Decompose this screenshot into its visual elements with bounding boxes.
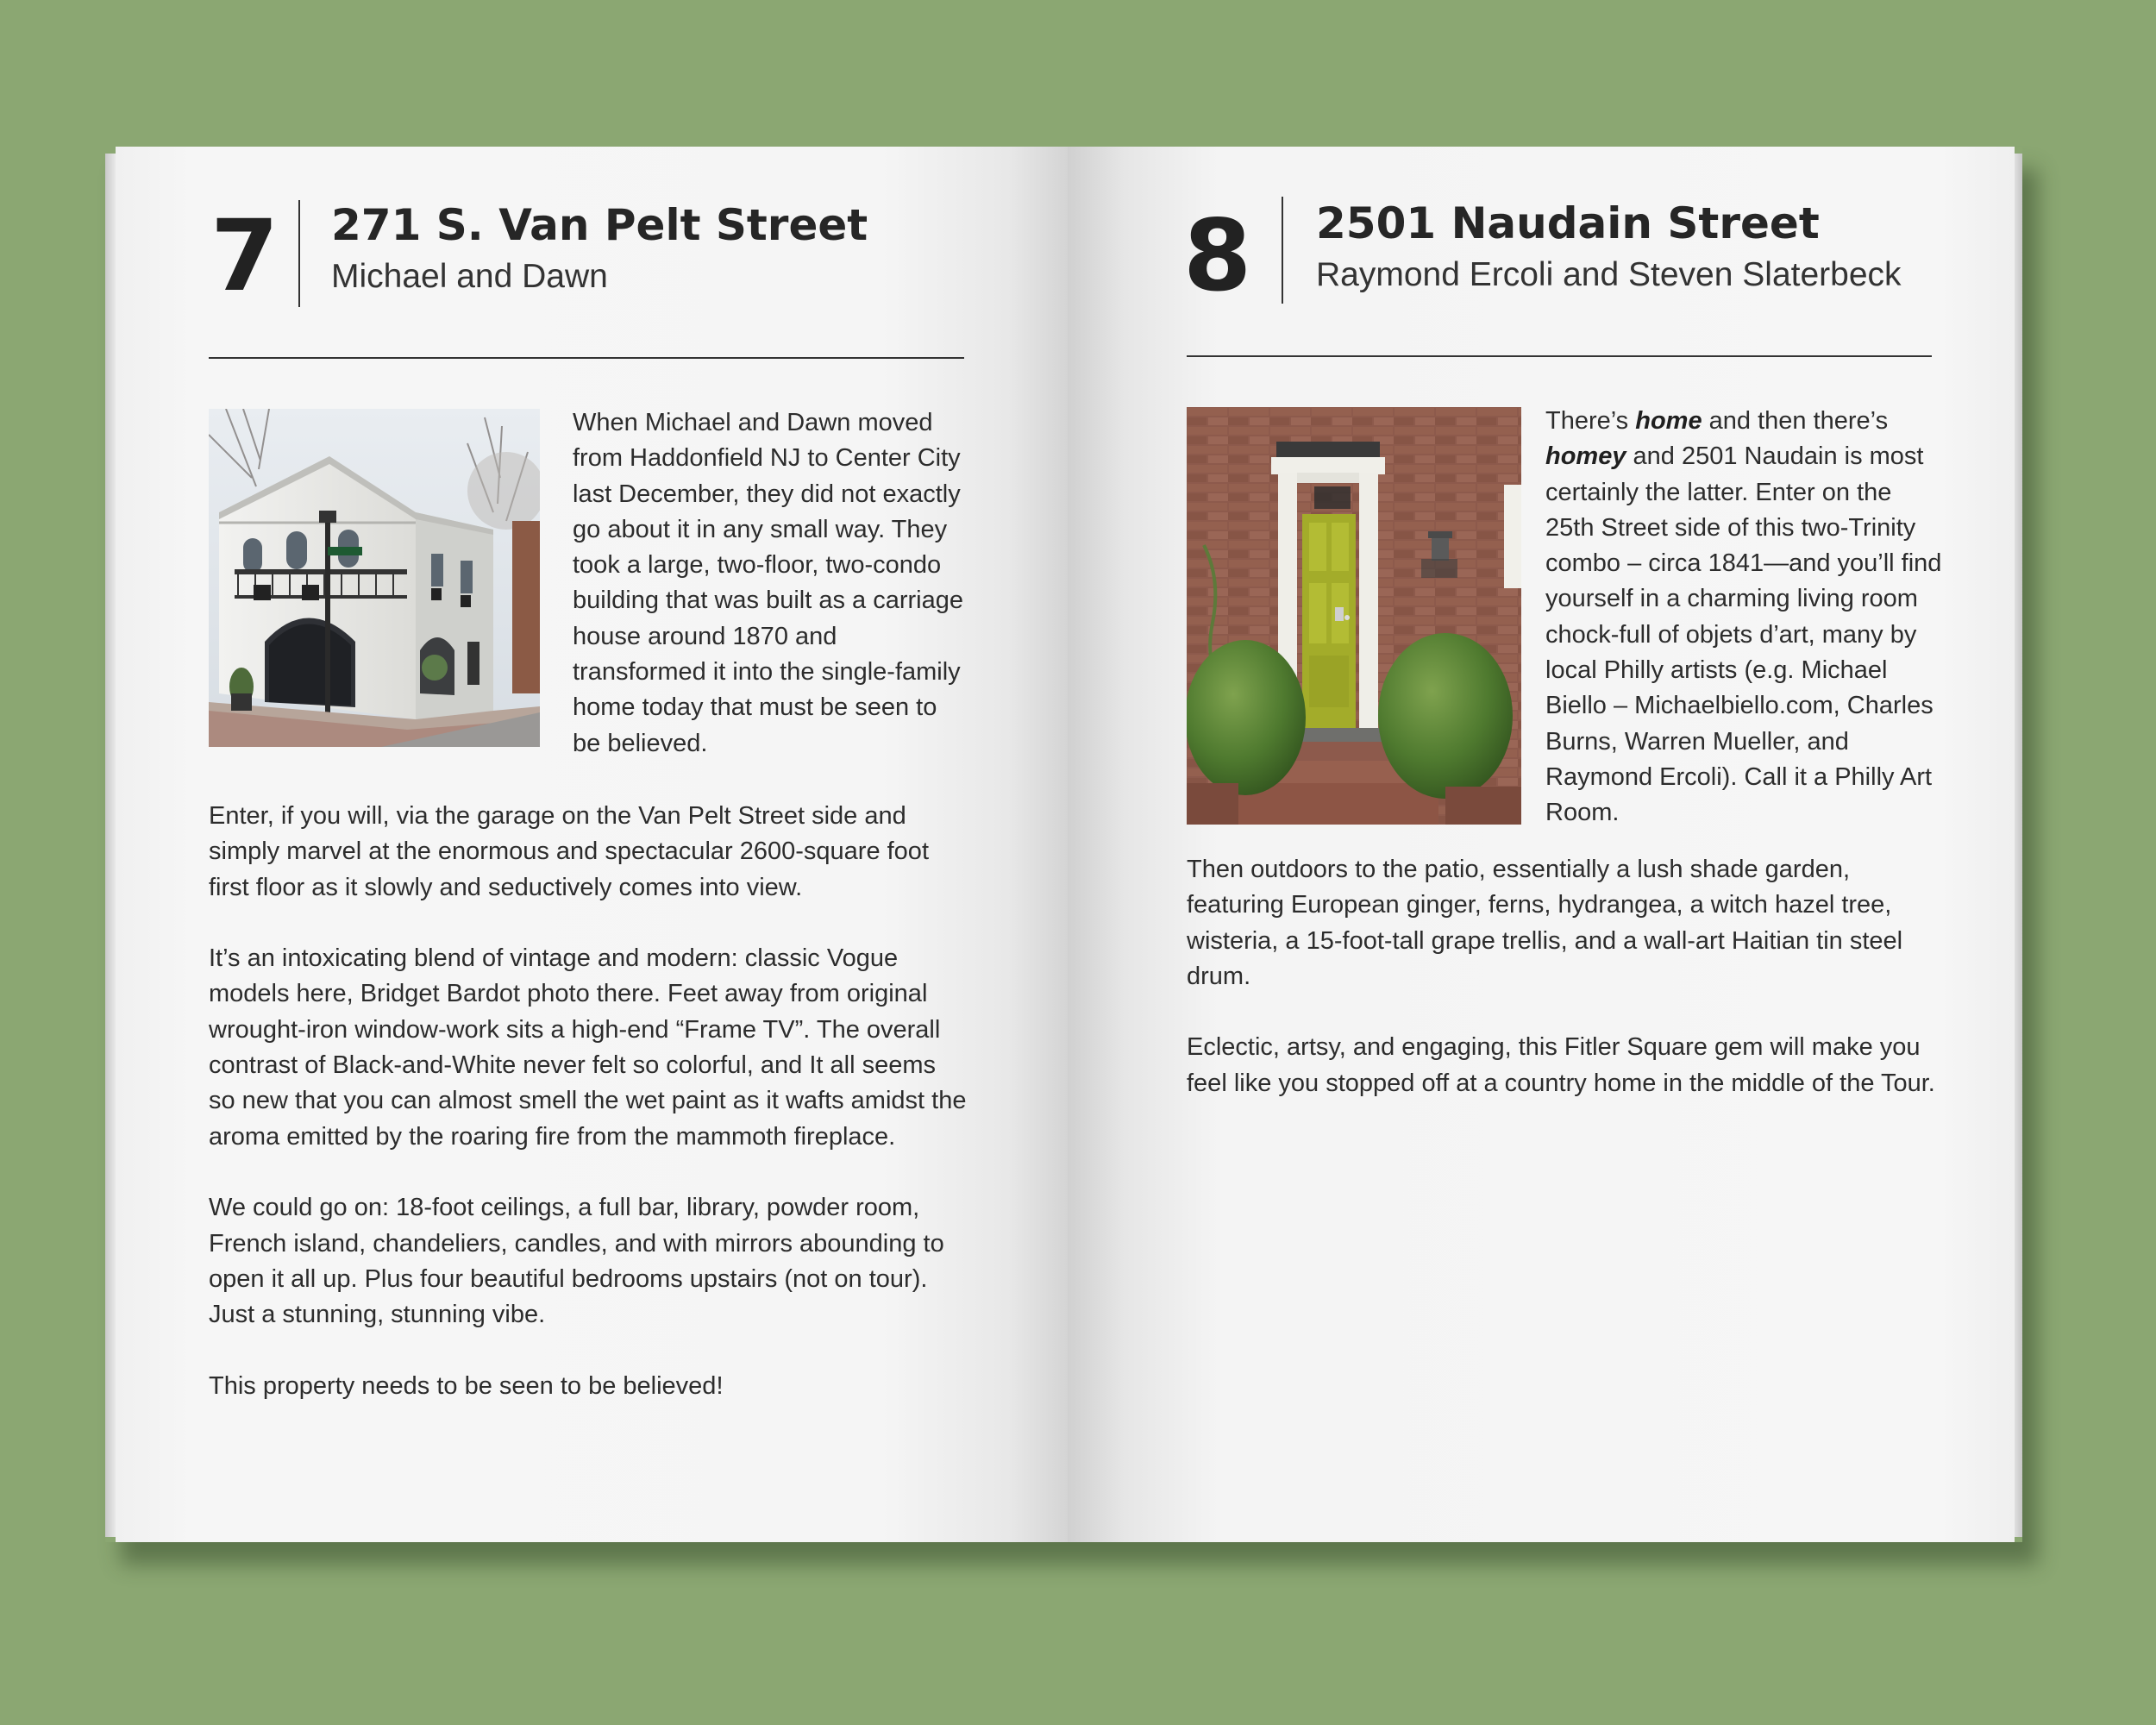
house-owners: Michael and Dawn [331, 258, 608, 295]
header-divider [1282, 197, 1283, 304]
house-address: 271 S. Van Pelt Street [331, 200, 868, 250]
intro-paragraph: When Michael and Dawn moved from Haddonfield NJ to Center City last December, they did not exactly go about it in any small way. They took a large, two-floor, two-condo building that was built as a carriage house around 1870 and transformed it into the single-family home today that must be seen to be believed. [573, 409, 963, 757]
header-rule [209, 357, 964, 359]
emphasis-homey: homey [1545, 442, 1626, 471]
header-rule [1187, 355, 1932, 357]
body-paragraph: Eclectic, artsy, and engaging, this Fitler Square gem will make you feel like you stopped off at a country home in the middle of the Tour. [1187, 1033, 1935, 1097]
emphasis-home: home [1635, 407, 1702, 435]
house-address: 2501 Naudain Street [1316, 198, 1820, 248]
intro-text: and then there’s [1702, 407, 1889, 435]
right-page [1068, 147, 2015, 1542]
body-paragraph: This property needs to be seen to be believed! [209, 1371, 724, 1400]
house-number: 7 [210, 198, 279, 313]
house-photo-naudain [1187, 407, 1521, 825]
left-page [116, 147, 1075, 1542]
house-owners: Raymond Ercoli and Steven Slaterbeck [1316, 256, 1902, 293]
body-paragraph: Then outdoors to the patio, essentially a lush shade garden, featuring European ginger, ferns, hydrangea, a witch hazel tree, wisteria, a 15-foot-tall grape trellis, and a wall-art Haitian tin steel drum. [1187, 856, 1903, 990]
house-illustration [1187, 407, 1521, 825]
header-divider [298, 200, 300, 307]
house-number: 8 [1183, 198, 1252, 313]
open-booklet [105, 147, 2022, 1542]
body-paragraph: It’s an intoxicating blend of vintage and modern: classic Vogue models here, Bridget Bardot photo there. Feet away from original wrought-iron window-work sits a high-end “Frame TV”. The overall contrast of Black-and-White never felt so colorful, and It all seems so new that you can almost smell the wet paint as it wafts amidst the aroma emitted by the roaring fire from the mammoth fireplace. [209, 944, 967, 1151]
intro-text: and 2501 Naudain is most certainly the latter. Enter on the 25th Street side of this two-Trinity combo – circa 1841—and you’ll find yourself in a charming living room chock-full of objets d’art, many by local Philly artists (e.g. Michael Biello – Michaelbiello.com, Charles Burns, Warren Mueller, and Raymond Ercoli). Call it a Philly Art Room. [1545, 442, 1942, 827]
house-illustration [209, 409, 540, 747]
body-text [209, 799, 968, 1404]
body-text [1187, 852, 1946, 1101]
intro-paragraph [1545, 404, 1942, 831]
intro-text: There’s [1545, 407, 1636, 435]
body-paragraph: We could go on: 18-foot ceilings, a full bar, library, powder room, French island, chandeliers, candles, and with mirrors abounding to open it all up. Plus four beautiful bedrooms upstairs (not on tour). Just a stunning, stunning vibe. [209, 1194, 944, 1329]
body-paragraph: Enter, if you will, via the garage on the Van Pelt Street side and simply marvel at the enormous and spectacular 2600-square foot first floor as it slowly and seductively comes into view. [209, 802, 929, 901]
house-photo-van-pelt [209, 409, 540, 747]
